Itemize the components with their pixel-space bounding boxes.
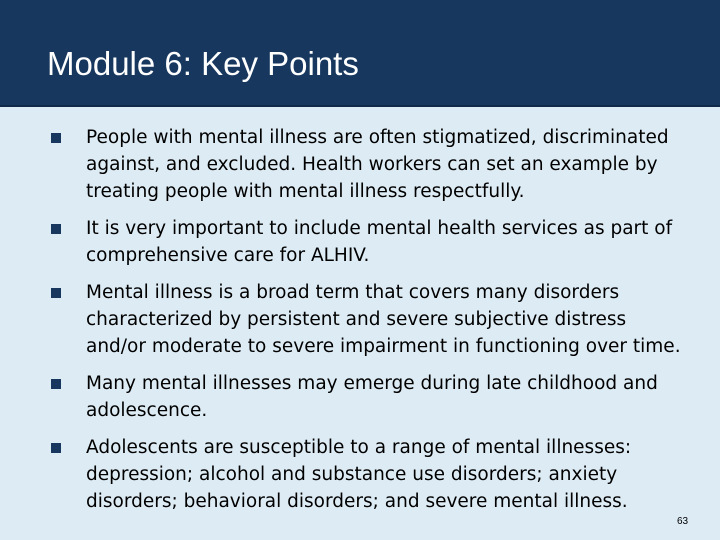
key-point-text: It is very important to include mental health services as part of comprehensive care for ALHIV.	[86, 218, 673, 266]
square-bullet-icon	[51, 133, 61, 143]
key-point-item	[0, 370, 720, 424]
key-point-item	[0, 215, 720, 269]
key-point-text: Adolescents are susceptible to a range of mental illnesses: depression; alcohol and substance use disorders; anxiety disorders; behavioral disorders; and severe mental illness.	[86, 437, 632, 512]
key-point-item	[0, 124, 720, 205]
key-point-text: People with mental illness are often stigmatized, discriminated against, and excluded. Health workers can set an example by treating people with mental illness respectfully.	[86, 127, 669, 202]
title-bar	[0, 0, 720, 107]
key-point-item	[0, 279, 720, 360]
slide-title: Module 6: Key Points	[47, 45, 359, 82]
key-points-list	[0, 124, 720, 515]
slide-number: 63	[677, 516, 689, 527]
square-bullet-icon	[51, 288, 61, 298]
square-bullet-icon	[51, 443, 61, 453]
key-point-text: Many mental illnesses may emerge during late childhood and adolescence.	[86, 373, 658, 421]
square-bullet-icon	[51, 379, 61, 389]
key-point-text: Mental illness is a broad term that covers many disorders characterized by persistent and severe subjective distress and/or moderate to severe impairment in functioning over time.	[86, 282, 681, 357]
key-point-item	[0, 434, 720, 515]
square-bullet-icon	[51, 224, 61, 234]
